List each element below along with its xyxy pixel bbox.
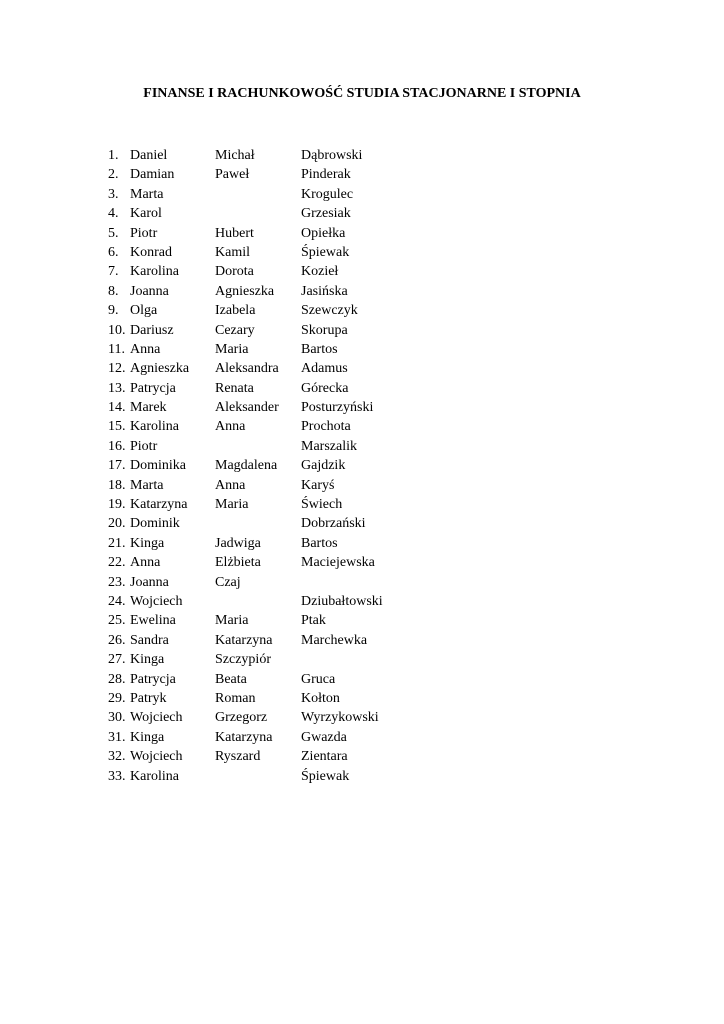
- list-item-first-name: Wojciech: [130, 710, 183, 726]
- list-item-surname: Marchewka: [301, 632, 368, 648]
- list-item-surname: Gwazda: [301, 729, 347, 745]
- list-item-first-name: Dominika: [130, 458, 186, 474]
- list-item-surname: Grzesiak: [301, 206, 351, 222]
- list-item-number: 1.: [108, 148, 119, 163]
- list-item-surname: Pinderak: [301, 167, 351, 183]
- list-item-first-name: Joanna: [130, 574, 169, 590]
- list-item: [108, 553, 508, 572]
- list-item-number: 23.: [108, 574, 126, 590]
- list-item-first-name: Marta: [130, 477, 164, 493]
- list-item-number: 25.: [108, 613, 126, 629]
- list-item: [108, 670, 508, 689]
- list-item-number: 2.: [108, 167, 119, 183]
- list-item: [108, 379, 508, 398]
- list-item-second-name: Katarzyna: [215, 632, 273, 648]
- list-item-first-name: Karolina: [130, 264, 179, 280]
- list-item-surname: Wyrzykowski: [301, 710, 379, 726]
- list-item: [108, 340, 508, 359]
- list-item: [108, 514, 508, 533]
- list-item: [108, 534, 508, 553]
- list-item-surname: Bartos: [301, 341, 338, 357]
- list-item-first-name: Joanna: [130, 283, 169, 299]
- list-item-second-name: Elżbieta: [215, 555, 261, 571]
- list-item-number: 3.: [108, 186, 119, 202]
- list-item: [108, 437, 508, 456]
- list-item-number: 20.: [108, 516, 126, 532]
- list-item: [108, 650, 508, 669]
- list-item: [108, 631, 508, 650]
- list-item-number: 30.: [108, 710, 126, 726]
- list-item-surname: Bartos: [301, 535, 338, 551]
- list-item-second-name: Aleksandra: [215, 361, 279, 377]
- list-item: [108, 417, 508, 436]
- list-item-number: 9.: [108, 303, 119, 319]
- list-item-second-name: Magdalena: [215, 458, 278, 474]
- list-item-number: 16.: [108, 438, 126, 454]
- list-item: [108, 708, 508, 727]
- list-item-number: 6.: [108, 244, 119, 260]
- list-item-number: 12.: [108, 361, 126, 377]
- list-item: [108, 146, 508, 165]
- list-item-second-name: Anna: [215, 477, 246, 493]
- list-item-number: 31.: [108, 729, 126, 745]
- list-item-first-name: Patrycja: [130, 380, 176, 396]
- list-item-number: 11.: [108, 341, 125, 357]
- list-item-second-name: Maria: [215, 341, 249, 357]
- list-item-surname: Świech: [301, 497, 343, 513]
- list-item-number: 15.: [108, 419, 126, 435]
- list-item-surname: Dąbrowski: [301, 148, 363, 163]
- list-item-second-name: Michał: [215, 148, 255, 163]
- list-item-second-name: Katarzyna: [215, 729, 273, 745]
- list-item-second-name: Cezary: [215, 322, 255, 338]
- list-item-number: 32.: [108, 749, 126, 765]
- list-item-first-name: Piotr: [130, 438, 158, 454]
- list-item-first-name: Marta: [130, 186, 164, 202]
- list-item: [108, 282, 508, 301]
- list-item: [108, 398, 508, 417]
- list-item: [108, 165, 508, 184]
- list-item-number: 33.: [108, 768, 126, 784]
- list-item-surname: Opiełka: [301, 225, 346, 241]
- list-item-surname: Śpiewak: [301, 244, 350, 260]
- list-item: [108, 301, 508, 320]
- list-item: [108, 262, 508, 281]
- list-item-number: 26.: [108, 632, 126, 648]
- list-item-first-name: Agnieszka: [130, 361, 190, 377]
- list-item-number: 10.: [108, 322, 126, 338]
- list-item-first-name: Sandra: [130, 632, 169, 648]
- list-item-surname: Karyś: [301, 477, 335, 493]
- list-item-second-name: Szczypiór: [215, 652, 271, 668]
- list-item-second-name: Hubert: [215, 225, 254, 241]
- list-item-surname: Gruca: [301, 671, 336, 687]
- list-item-first-name: Karolina: [130, 419, 179, 435]
- list-item-surname: Maciejewska: [301, 555, 375, 571]
- list-item-number: 4.: [108, 206, 119, 222]
- list-item-first-name: Wojciech: [130, 593, 183, 609]
- list-item-first-name: Anna: [130, 341, 161, 357]
- list-item-surname: Zientara: [301, 749, 348, 765]
- list-item-second-name: Anna: [215, 419, 246, 435]
- list-item: [108, 611, 508, 630]
- list-item-first-name: Patrycja: [130, 671, 176, 687]
- list-item-number: 21.: [108, 535, 126, 551]
- list-item-surname: Kozieł: [301, 264, 339, 280]
- list-item-first-name: Dominik: [130, 516, 180, 532]
- list-item-first-name: Daniel: [130, 148, 168, 163]
- list-item-first-name: Konrad: [130, 244, 172, 260]
- list-item-surname: Szewczyk: [301, 303, 358, 319]
- list-item-first-name: Karol: [130, 206, 162, 222]
- list-item: [108, 359, 508, 378]
- list-item-first-name: Anna: [130, 555, 161, 571]
- list-item-number: 22.: [108, 555, 126, 571]
- list-item-first-name: Piotr: [130, 225, 158, 241]
- list-item-surname: Kołton: [301, 690, 340, 706]
- list-item-second-name: Maria: [215, 613, 249, 629]
- list-item: [108, 321, 508, 340]
- list-item-second-name: Beata: [215, 671, 247, 687]
- list-item: [108, 204, 508, 223]
- list-item-number: 5.: [108, 225, 119, 241]
- list-item-first-name: Kinga: [130, 729, 165, 745]
- list-item: [108, 747, 508, 766]
- list-item-second-name: Kamil: [215, 244, 250, 260]
- list-item: [108, 495, 508, 514]
- list-item-first-name: Katarzyna: [130, 497, 188, 513]
- list-item-second-name: Paweł: [215, 167, 250, 183]
- list-item: [108, 689, 508, 708]
- list-item-surname: Górecka: [301, 380, 349, 396]
- list-item-number: 17.: [108, 458, 126, 474]
- list-item-second-name: Aleksander: [215, 400, 279, 416]
- list-item-number: 27.: [108, 652, 126, 668]
- list-item: [108, 728, 508, 747]
- list-item-second-name: Jadwiga: [215, 535, 261, 551]
- list-item-second-name: Roman: [215, 690, 256, 706]
- list-item-second-name: Grzegorz: [215, 710, 268, 726]
- list-item-surname: Ptak: [301, 613, 326, 629]
- list-item-surname: Gajdzik: [301, 458, 346, 474]
- list-item-second-name: Maria: [215, 497, 249, 513]
- list-item-number: 13.: [108, 380, 126, 396]
- list-item-first-name: Kinga: [130, 535, 165, 551]
- list-item-number: 19.: [108, 497, 126, 513]
- list-item: [108, 456, 508, 475]
- list-item: [108, 767, 508, 786]
- list-item-first-name: Damian: [130, 167, 175, 183]
- list-item-second-name: Czaj: [215, 574, 241, 590]
- list-item-first-name: Marek: [130, 400, 167, 416]
- list-item: [108, 592, 508, 611]
- list-item-second-name: Agnieszka: [215, 283, 275, 299]
- list-item-surname: Skorupa: [301, 322, 348, 338]
- list-item-surname: Krogulec: [301, 186, 354, 202]
- student-list: [108, 146, 508, 786]
- list-item-number: 29.: [108, 690, 126, 706]
- list-item-surname: Adamus: [301, 361, 348, 377]
- list-item-number: 18.: [108, 477, 126, 493]
- list-item-number: 24.: [108, 593, 126, 609]
- list-item: [108, 224, 508, 243]
- list-item-first-name: Patryk: [130, 690, 167, 706]
- list-item: [108, 476, 508, 495]
- document-title: FINANSE I RACHUNKOWOŚĆ STUDIA STACJONARNE I STOPNIA: [143, 86, 581, 101]
- list-item-number: 14.: [108, 400, 126, 416]
- list-item-number: 28.: [108, 671, 126, 687]
- list-item-surname: Śpiewak: [301, 768, 350, 784]
- list-item-first-name: Olga: [130, 303, 158, 319]
- list-item: [108, 243, 508, 262]
- list-item-number: 7.: [108, 264, 119, 280]
- list-item-first-name: Ewelina: [130, 613, 176, 629]
- list-item-second-name: Renata: [215, 380, 254, 396]
- list-item: [108, 185, 508, 204]
- list-item-surname: Dobrzański: [301, 516, 366, 532]
- list-item-surname: Jasińska: [301, 283, 348, 299]
- list-item-first-name: Dariusz: [130, 322, 174, 338]
- list-item-number: 8.: [108, 283, 119, 299]
- list-item-first-name: Karolina: [130, 768, 179, 784]
- list-item: [108, 573, 508, 592]
- list-item-first-name: Wojciech: [130, 749, 183, 765]
- list-item-second-name: Izabela: [215, 303, 256, 319]
- list-item-second-name: Dorota: [215, 264, 254, 280]
- list-item-first-name: Kinga: [130, 652, 165, 668]
- list-item-surname: Prochota: [301, 419, 351, 435]
- list-item-second-name: Ryszard: [215, 749, 261, 765]
- list-item-surname: Dziubałtowski: [301, 593, 383, 609]
- list-item-surname: Posturzyński: [301, 400, 374, 416]
- list-item-surname: Marszalik: [301, 438, 357, 454]
